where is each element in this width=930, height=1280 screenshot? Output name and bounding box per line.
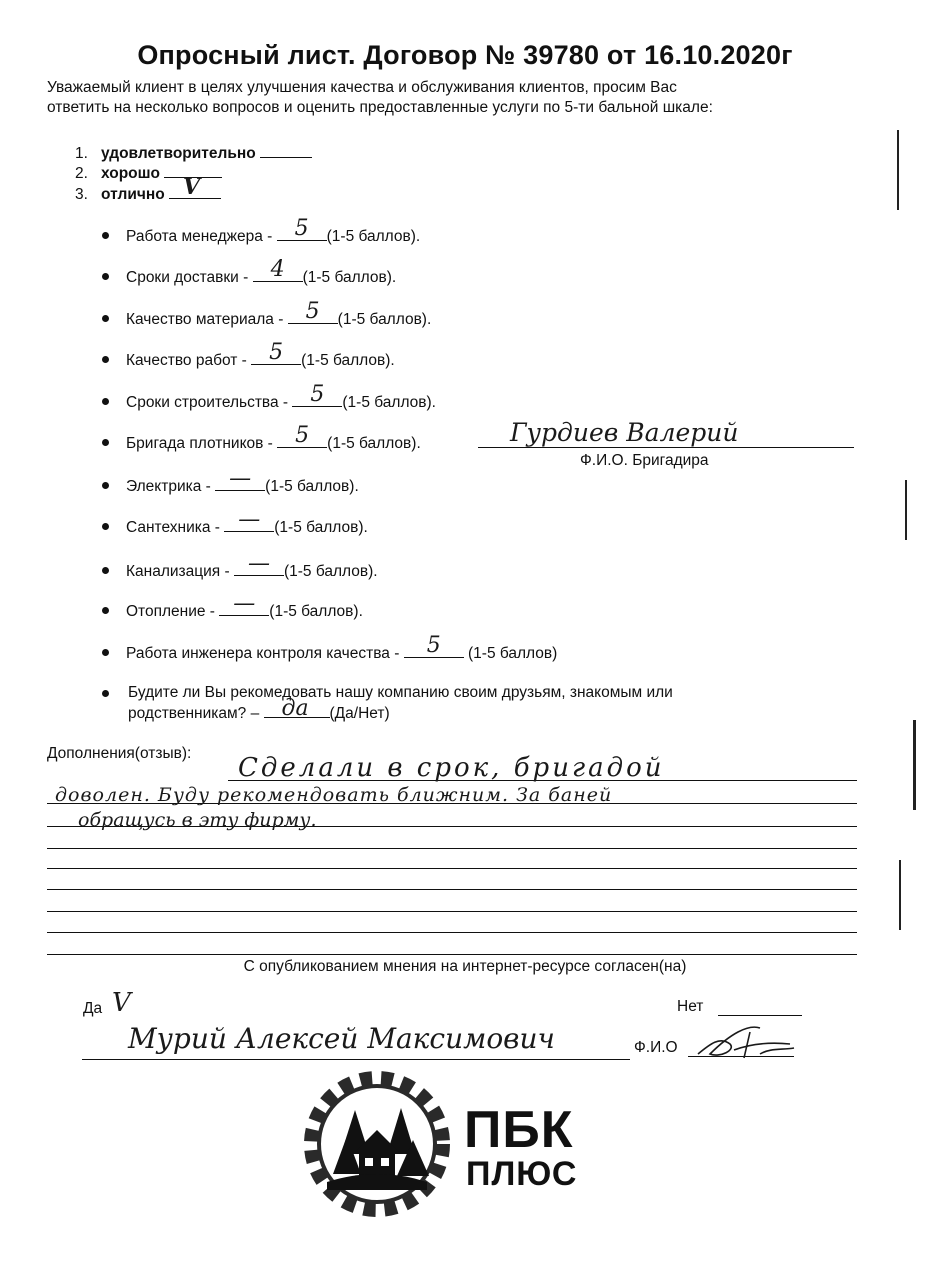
- bullet-icon: [102, 567, 109, 574]
- scan-artifact: [905, 480, 907, 540]
- rating-blank[interactable]: [260, 143, 312, 158]
- recommend-question: [102, 683, 673, 724]
- score-value: 5: [295, 423, 310, 448]
- criterion-suffix: (1-5 баллов).: [269, 603, 363, 620]
- criterion-suffix: (1-5 баллов).: [301, 352, 395, 369]
- intro-text: [47, 78, 847, 118]
- score-value: 5: [426, 633, 441, 658]
- score-value: 4: [270, 257, 285, 282]
- criterion-label: Работа инженера контроля качества -: [126, 645, 400, 662]
- criterion-construction-time: [102, 382, 436, 412]
- criterion-suffix: (1-5 баллов).: [337, 311, 432, 328]
- criterion-work-quality: [102, 340, 395, 370]
- rating-number: 2.: [75, 165, 88, 182]
- criterion-suffix: (1-5 баллов).: [265, 478, 359, 495]
- score-value: —: [247, 551, 270, 576]
- criterion-label: Бригада плотников -: [126, 435, 273, 452]
- rating-option-3: [75, 174, 221, 204]
- criterion-suffix: (1-5 баллов).: [327, 435, 421, 452]
- score-field[interactable]: [251, 340, 301, 365]
- scan-artifact: [897, 130, 899, 210]
- criterion-suffix: (1-5 баллов).: [274, 519, 368, 536]
- bullet-icon: [102, 439, 109, 446]
- logo-text-main: ПБК: [464, 1101, 574, 1159]
- criterion-suffix: (1-5 баллов).: [302, 269, 397, 286]
- recommend-answer-field[interactable]: [264, 696, 330, 721]
- rating-label: хорошо: [101, 165, 161, 182]
- scan-artifact: [913, 720, 916, 810]
- criterion-heating: [102, 591, 363, 621]
- score-field[interactable]: [215, 466, 265, 491]
- score-field[interactable]: [224, 507, 274, 532]
- scan-artifact: [899, 860, 901, 930]
- company-logo-icon: [294, 1068, 460, 1220]
- rating-option-1: [75, 143, 312, 163]
- criterion-suffix: (1-5 баллов): [468, 645, 558, 662]
- foreman-name-handwritten: Гурдиев Валерий: [510, 418, 739, 447]
- bullet-icon: [102, 315, 109, 322]
- consent-no-label: Нет: [677, 998, 704, 1015]
- criterion-plumbing: [102, 507, 368, 537]
- recommend-suffix: (Да/Нет): [329, 705, 390, 722]
- feedback-handwritten-3: обращусь в эту фирму.: [78, 809, 317, 831]
- score-field[interactable]: [277, 423, 327, 448]
- score-field[interactable]: [234, 551, 284, 576]
- bullet-icon: [102, 356, 109, 363]
- bullet-icon: [102, 232, 109, 239]
- bullet-icon: [102, 273, 109, 280]
- bullet-icon: [102, 523, 109, 530]
- rating-label: удовлетворительно: [101, 145, 256, 162]
- bullet-icon: [102, 690, 109, 697]
- criterion-label: Электрика -: [126, 478, 211, 495]
- feedback-line: [47, 868, 857, 869]
- criterion-electrical: [102, 466, 359, 496]
- criterion-label: Сроки доставки -: [126, 269, 249, 286]
- bullet-icon: [102, 607, 109, 614]
- score-value: —: [233, 591, 256, 616]
- feedback-line: [47, 954, 857, 955]
- criterion-label: Канализация -: [126, 563, 230, 580]
- score-field[interactable]: [219, 591, 269, 616]
- logo-text-sub: ПЛЮС: [466, 1155, 578, 1193]
- rating-number: 1.: [75, 145, 88, 162]
- score-field[interactable]: [292, 382, 342, 407]
- criterion-suffix: (1-5 баллов).: [283, 563, 378, 580]
- recommend-line-1: Будите ли Вы рекомедовать нашу компанию своим друзьям, знакомым или: [128, 684, 673, 701]
- feedback-line: [47, 911, 857, 912]
- recommend-line-2: родственникам? – да (Да/Нет): [128, 696, 390, 722]
- feedback-line: [47, 889, 857, 890]
- foreman-caption: Ф.И.О. Бригадира: [580, 452, 709, 469]
- signature-scribble: [690, 1014, 800, 1064]
- intro-line-1: Уважаемый клиент в целях улучшения качества и обслуживания клиентов, просим Вас: [47, 79, 677, 96]
- intro-line-2: ответить на несколько вопросов и оценить предоставленные услуги по 5-ти бальной шкале:: [47, 99, 713, 116]
- score-value: 5: [310, 382, 325, 407]
- criterion-label: Качество материала -: [126, 311, 284, 328]
- foreman-name-line[interactable]: [478, 447, 854, 448]
- criterion-label: Сроки строительства -: [126, 394, 289, 411]
- score-field[interactable]: [288, 299, 338, 324]
- score-field[interactable]: [277, 216, 327, 241]
- criterion-quality-engineer: [102, 633, 558, 663]
- score-value: 5: [269, 340, 284, 365]
- consent-yes-label: Да: [83, 1000, 103, 1017]
- criterion-suffix: (1-5 баллов).: [326, 228, 421, 245]
- feedback-line: [47, 848, 857, 849]
- score-value: 5: [294, 216, 309, 241]
- score-value: —: [229, 466, 252, 491]
- criterion-sewage: [102, 551, 378, 581]
- signer-name-line[interactable]: [82, 1059, 630, 1060]
- criterion-delivery-time: [102, 257, 397, 287]
- feedback-handwritten-1: Сделали в срок, бригадой: [238, 753, 665, 783]
- feedback-handwritten-2: доволен. Буду рекомендовать ближним. За баней: [55, 784, 613, 806]
- rating-blank[interactable]: [169, 174, 221, 200]
- check-mark: V: [183, 174, 201, 200]
- consent-text: С опубликованием мнения на интернет-ресурсе согласен(на): [243, 958, 687, 975]
- criterion-label: Работа менеджера -: [126, 228, 273, 245]
- criterion-material-quality: [102, 299, 432, 329]
- score-field[interactable]: [404, 633, 464, 658]
- rating-option-2: [75, 163, 222, 183]
- bullet-icon: [102, 482, 109, 489]
- criterion-label: Сантехника -: [126, 519, 220, 536]
- bullet-icon: [102, 649, 109, 656]
- bullet-icon: [102, 398, 109, 405]
- score-value: —: [238, 507, 261, 532]
- signer-name-handwritten: Мурий Алексей Максимович: [128, 1022, 555, 1055]
- criterion-manager: [102, 216, 421, 246]
- rating-number: 3.: [75, 186, 88, 203]
- rating-label: отлично: [101, 186, 165, 203]
- document-title: Опросный лист. Договор № 39780 от 16.10.2020г: [137, 40, 793, 70]
- signature-fio-label: Ф.И.О: [634, 1039, 678, 1056]
- criterion-suffix: (1-5 баллов).: [342, 394, 436, 411]
- consent-yes-mark[interactable]: V: [112, 988, 131, 1018]
- score-value: 5: [305, 299, 320, 324]
- criterion-label: Отопление -: [126, 603, 215, 620]
- feedback-line: [47, 932, 857, 933]
- feedback-label: Дополнения(отзыв):: [47, 745, 192, 762]
- score-field[interactable]: [253, 257, 303, 282]
- criterion-label: Качество работ -: [126, 352, 247, 369]
- recommend-answer: да: [281, 696, 309, 721]
- criterion-carpenters: [102, 423, 421, 453]
